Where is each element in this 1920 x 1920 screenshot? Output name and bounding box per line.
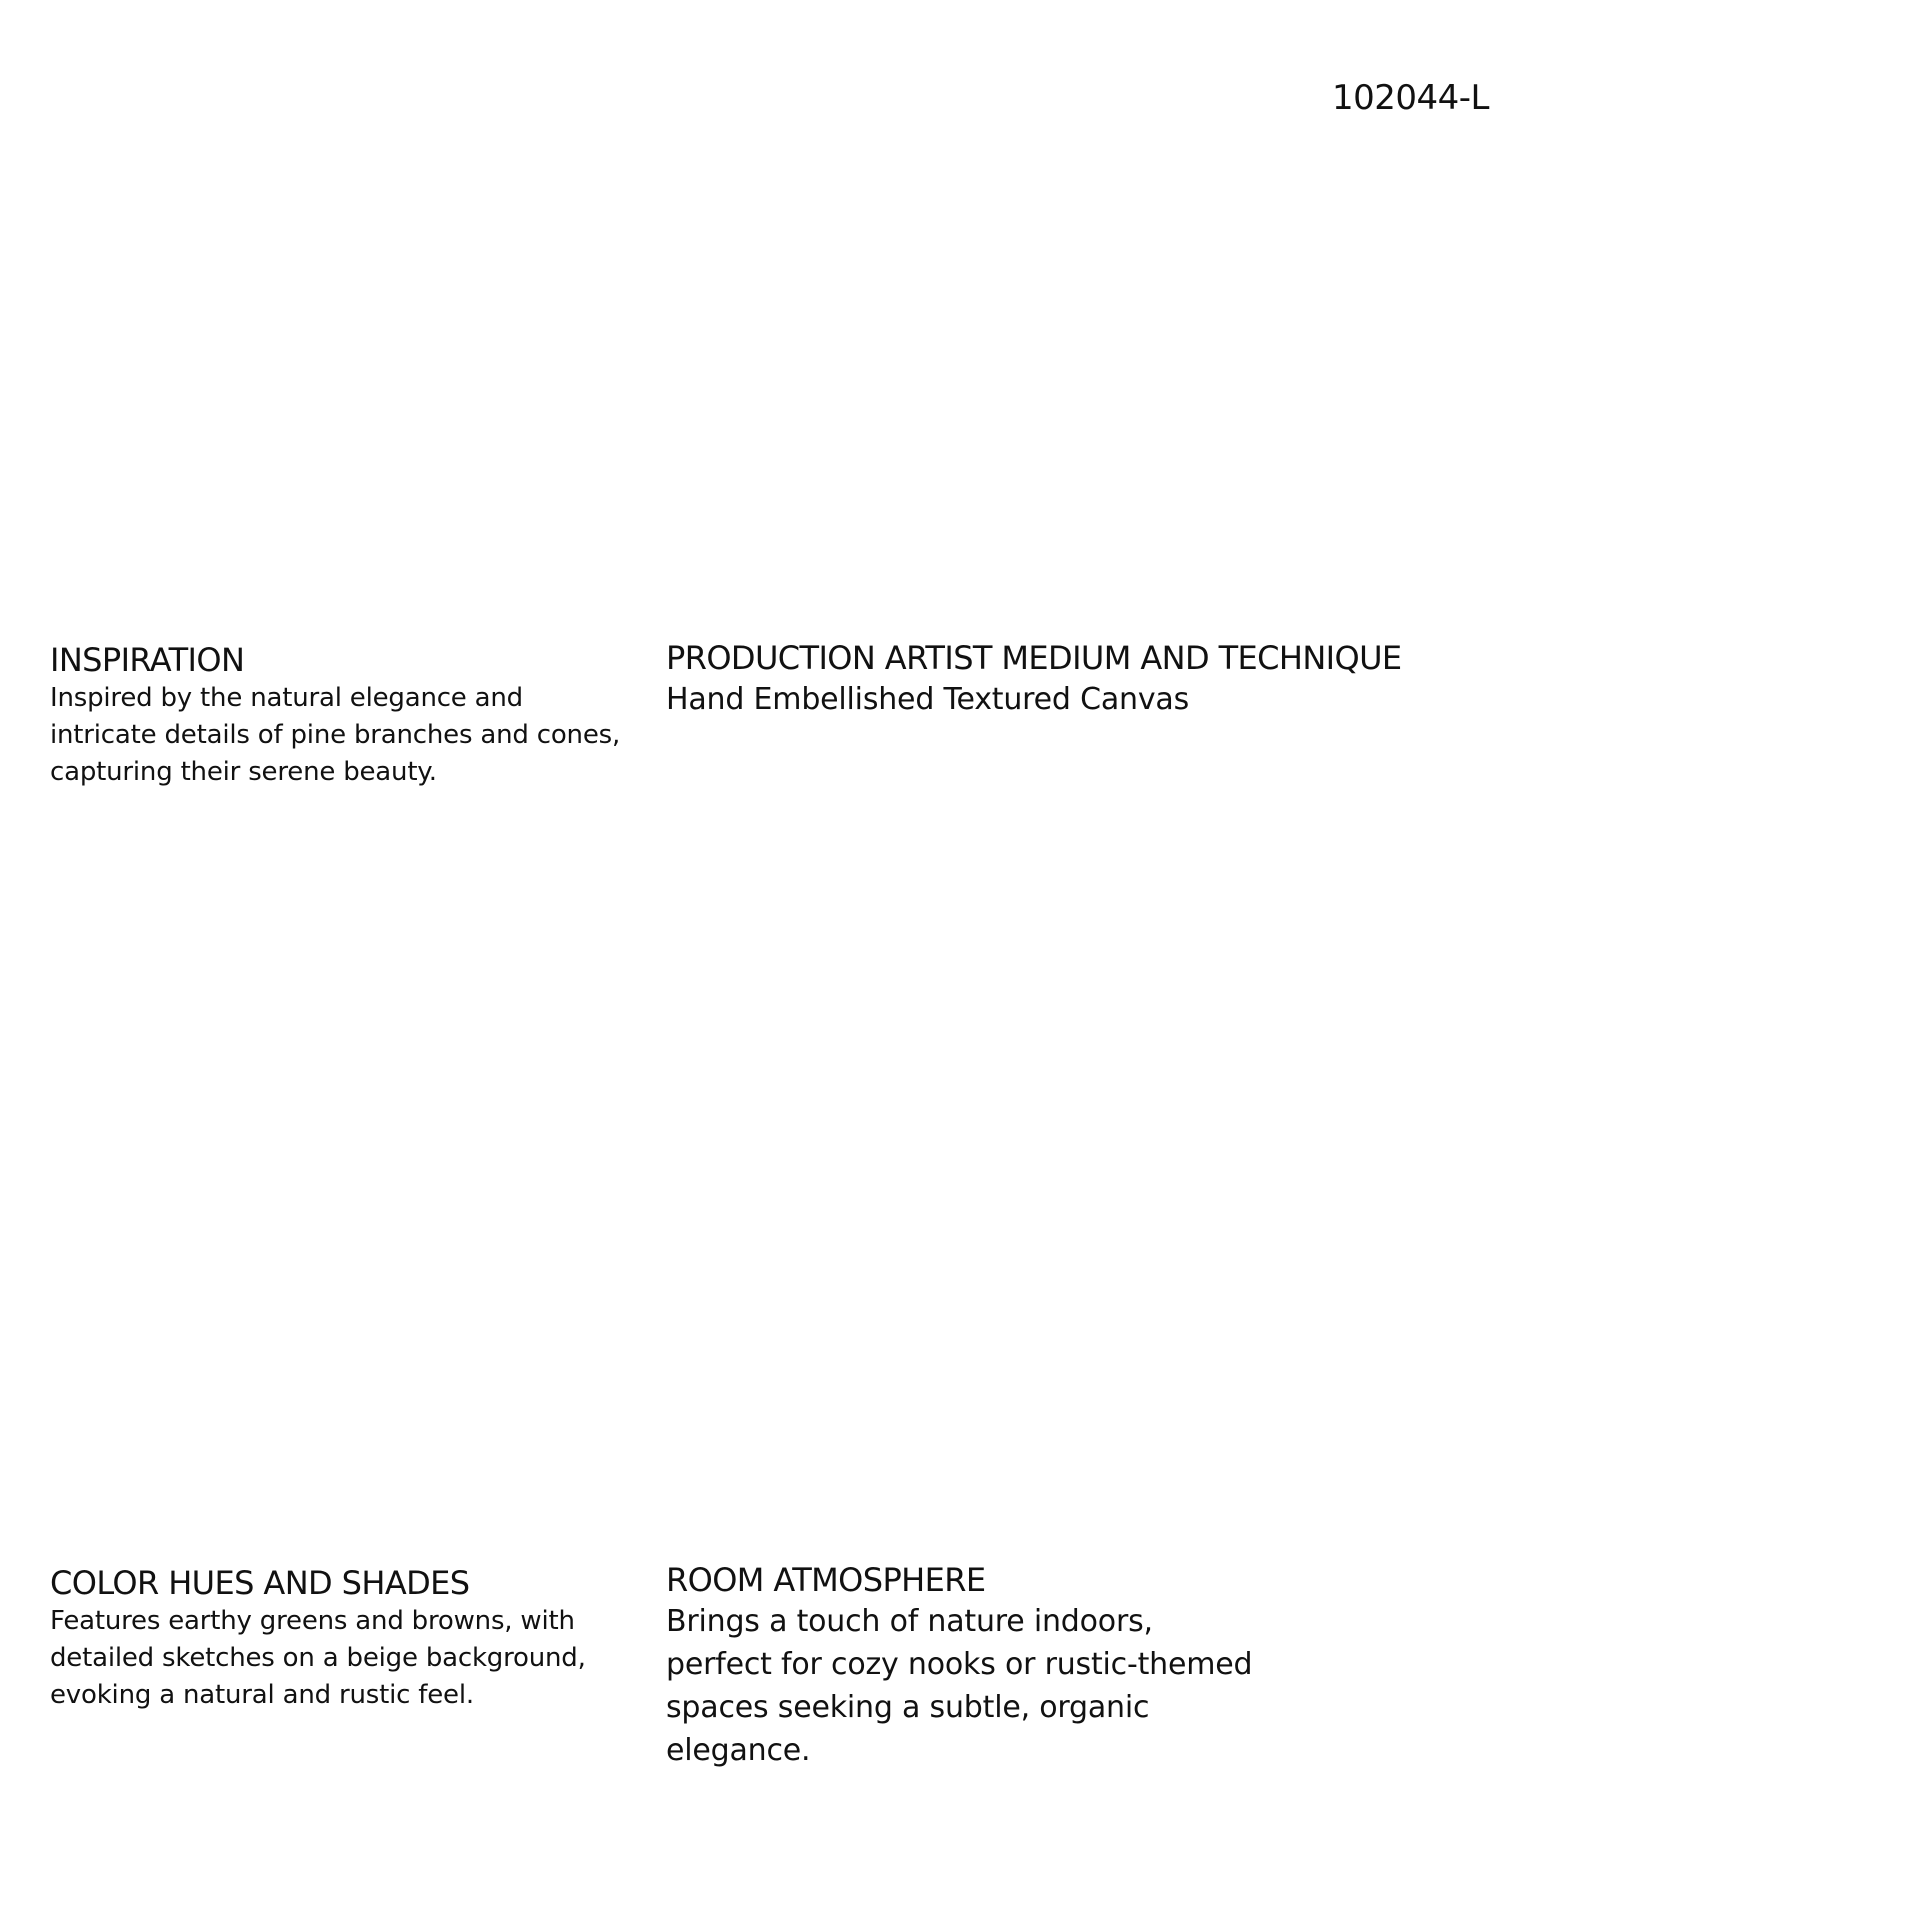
color-heading: COLOR HUES AND SHADES bbox=[50, 1564, 470, 1602]
room-section bbox=[666, 1560, 1266, 1772]
room-heading: ROOM ATMOSPHERE bbox=[666, 1561, 986, 1599]
inspiration-section bbox=[50, 640, 630, 791]
production-text: Hand Embellished Textured Canvas bbox=[666, 682, 1190, 717]
color-text: Features earthy greens and browns, with detailed sketches on a beige background, evoking a natural and rustic feel. bbox=[50, 1606, 586, 1710]
product-code: 102044-L bbox=[1332, 78, 1490, 118]
production-section bbox=[666, 638, 1526, 721]
production-heading: PRODUCTION ARTIST MEDIUM AND TECHNIQUE bbox=[666, 639, 1402, 677]
inspiration-heading: INSPIRATION bbox=[50, 641, 245, 679]
room-text: Brings a touch of nature indoors, perfect for cozy nooks or rustic-themed spaces seeking a subtle, organic elegance. bbox=[666, 1604, 1253, 1768]
inspiration-text: Inspired by the natural elegance and intricate details of pine branches and cones, capturing their serene beauty. bbox=[50, 683, 621, 787]
color-section bbox=[50, 1563, 630, 1714]
